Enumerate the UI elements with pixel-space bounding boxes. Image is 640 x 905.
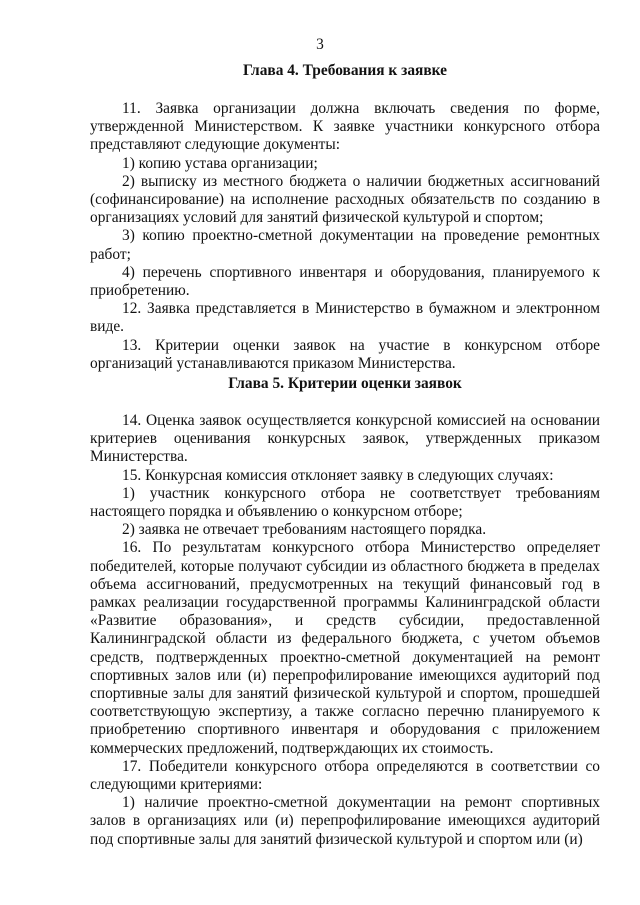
paragraph: 1) копию устава организации; [122, 154, 318, 172]
paragraph: 4) перечень спортивного инвентаря и оборудования, планируемого к приобретению. [90, 263, 600, 300]
paragraph: 3) копию проектно-сметной документации на проведение ремонтных работ; [90, 227, 600, 263]
paragraph: 11. Заявка организации должна включать сведения по форме, утвержденной Министерством. К заявке участники конкурсного отбора представляют следующие документы: [90, 100, 600, 154]
paragraph: 15. Конкурсная комиссия отклоняет заявку в следующих случаях: [122, 466, 554, 484]
paragraph: 12. Заявка представляется в Министерство в бумажном и электронном виде. [90, 300, 600, 336]
page-number: 3 [316, 36, 324, 53]
chapter-4-heading: Глава 4. Требования к заявке [243, 62, 447, 79]
paragraph: 1) участник конкурсного отбора не соответствует требованиям настоящего порядка и объявлению о конкурсном отборе; [90, 484, 600, 521]
paragraph: 14. Оценка заявок осуществляется конкурсной комиссией на основании критериев оценивания конкурсных заявок, утвержденных приказом Министерства. [90, 412, 600, 466]
paragraph: 2) выписку из местного бюджета о наличии бюджетных ассигнований (софинансирование) на исполнение расходных обязательств по созданию в организациях условий для занятий физической культурой и спортом; [90, 172, 600, 227]
chapter-5-heading: Глава 5. Критерии оценки заявок [228, 375, 462, 392]
paragraph: 16. По результатам конкурсного отбора Министерство определяет победителей, которые получают субсидии из областного бюджета в пределах объема ассигнований, предусмотренных на текущий финансовый год в рамках реализации государственной программы Калининградской области «Развитие образования», и средств субсидии, предоставленной Калининградской области из федерального бюджета, с учетом объемов средств, подтвержденных проектно-сметной документацией на ремонт спортивных залов или (и) перепрофилирование имеющихся аудиторий под спортивные залы для занятий физической культурой и спортом, прошедшей соответствующую экспертизу, а также согласно перечню планируемого к приобретению спортивного инвентаря и оборудования с приложением коммерческих предложений, подтверждающих их стоимость. [90, 539, 600, 757]
paragraph: 13. Критерии оценки заявок на участие в конкурсном отборе организаций устанавливаются приказом Министерства. [90, 336, 600, 372]
paragraph: 1) наличие проектно-сметной документации на ремонт спортивных залов в организациях или (и) перепрофилирование имеющихся аудиторий под спортивные залы для занятий физической культурой и спортом или (и) [90, 794, 600, 848]
paragraph: 17. Победители конкурсного отбора определяются в соответствии со следующими критериями: [90, 757, 600, 794]
paragraph: 2) заявка не отвечает требованиям настоящего порядка. [122, 521, 487, 539]
chapter-4-body [90, 100, 600, 373]
chapter-5-body [90, 412, 600, 849]
